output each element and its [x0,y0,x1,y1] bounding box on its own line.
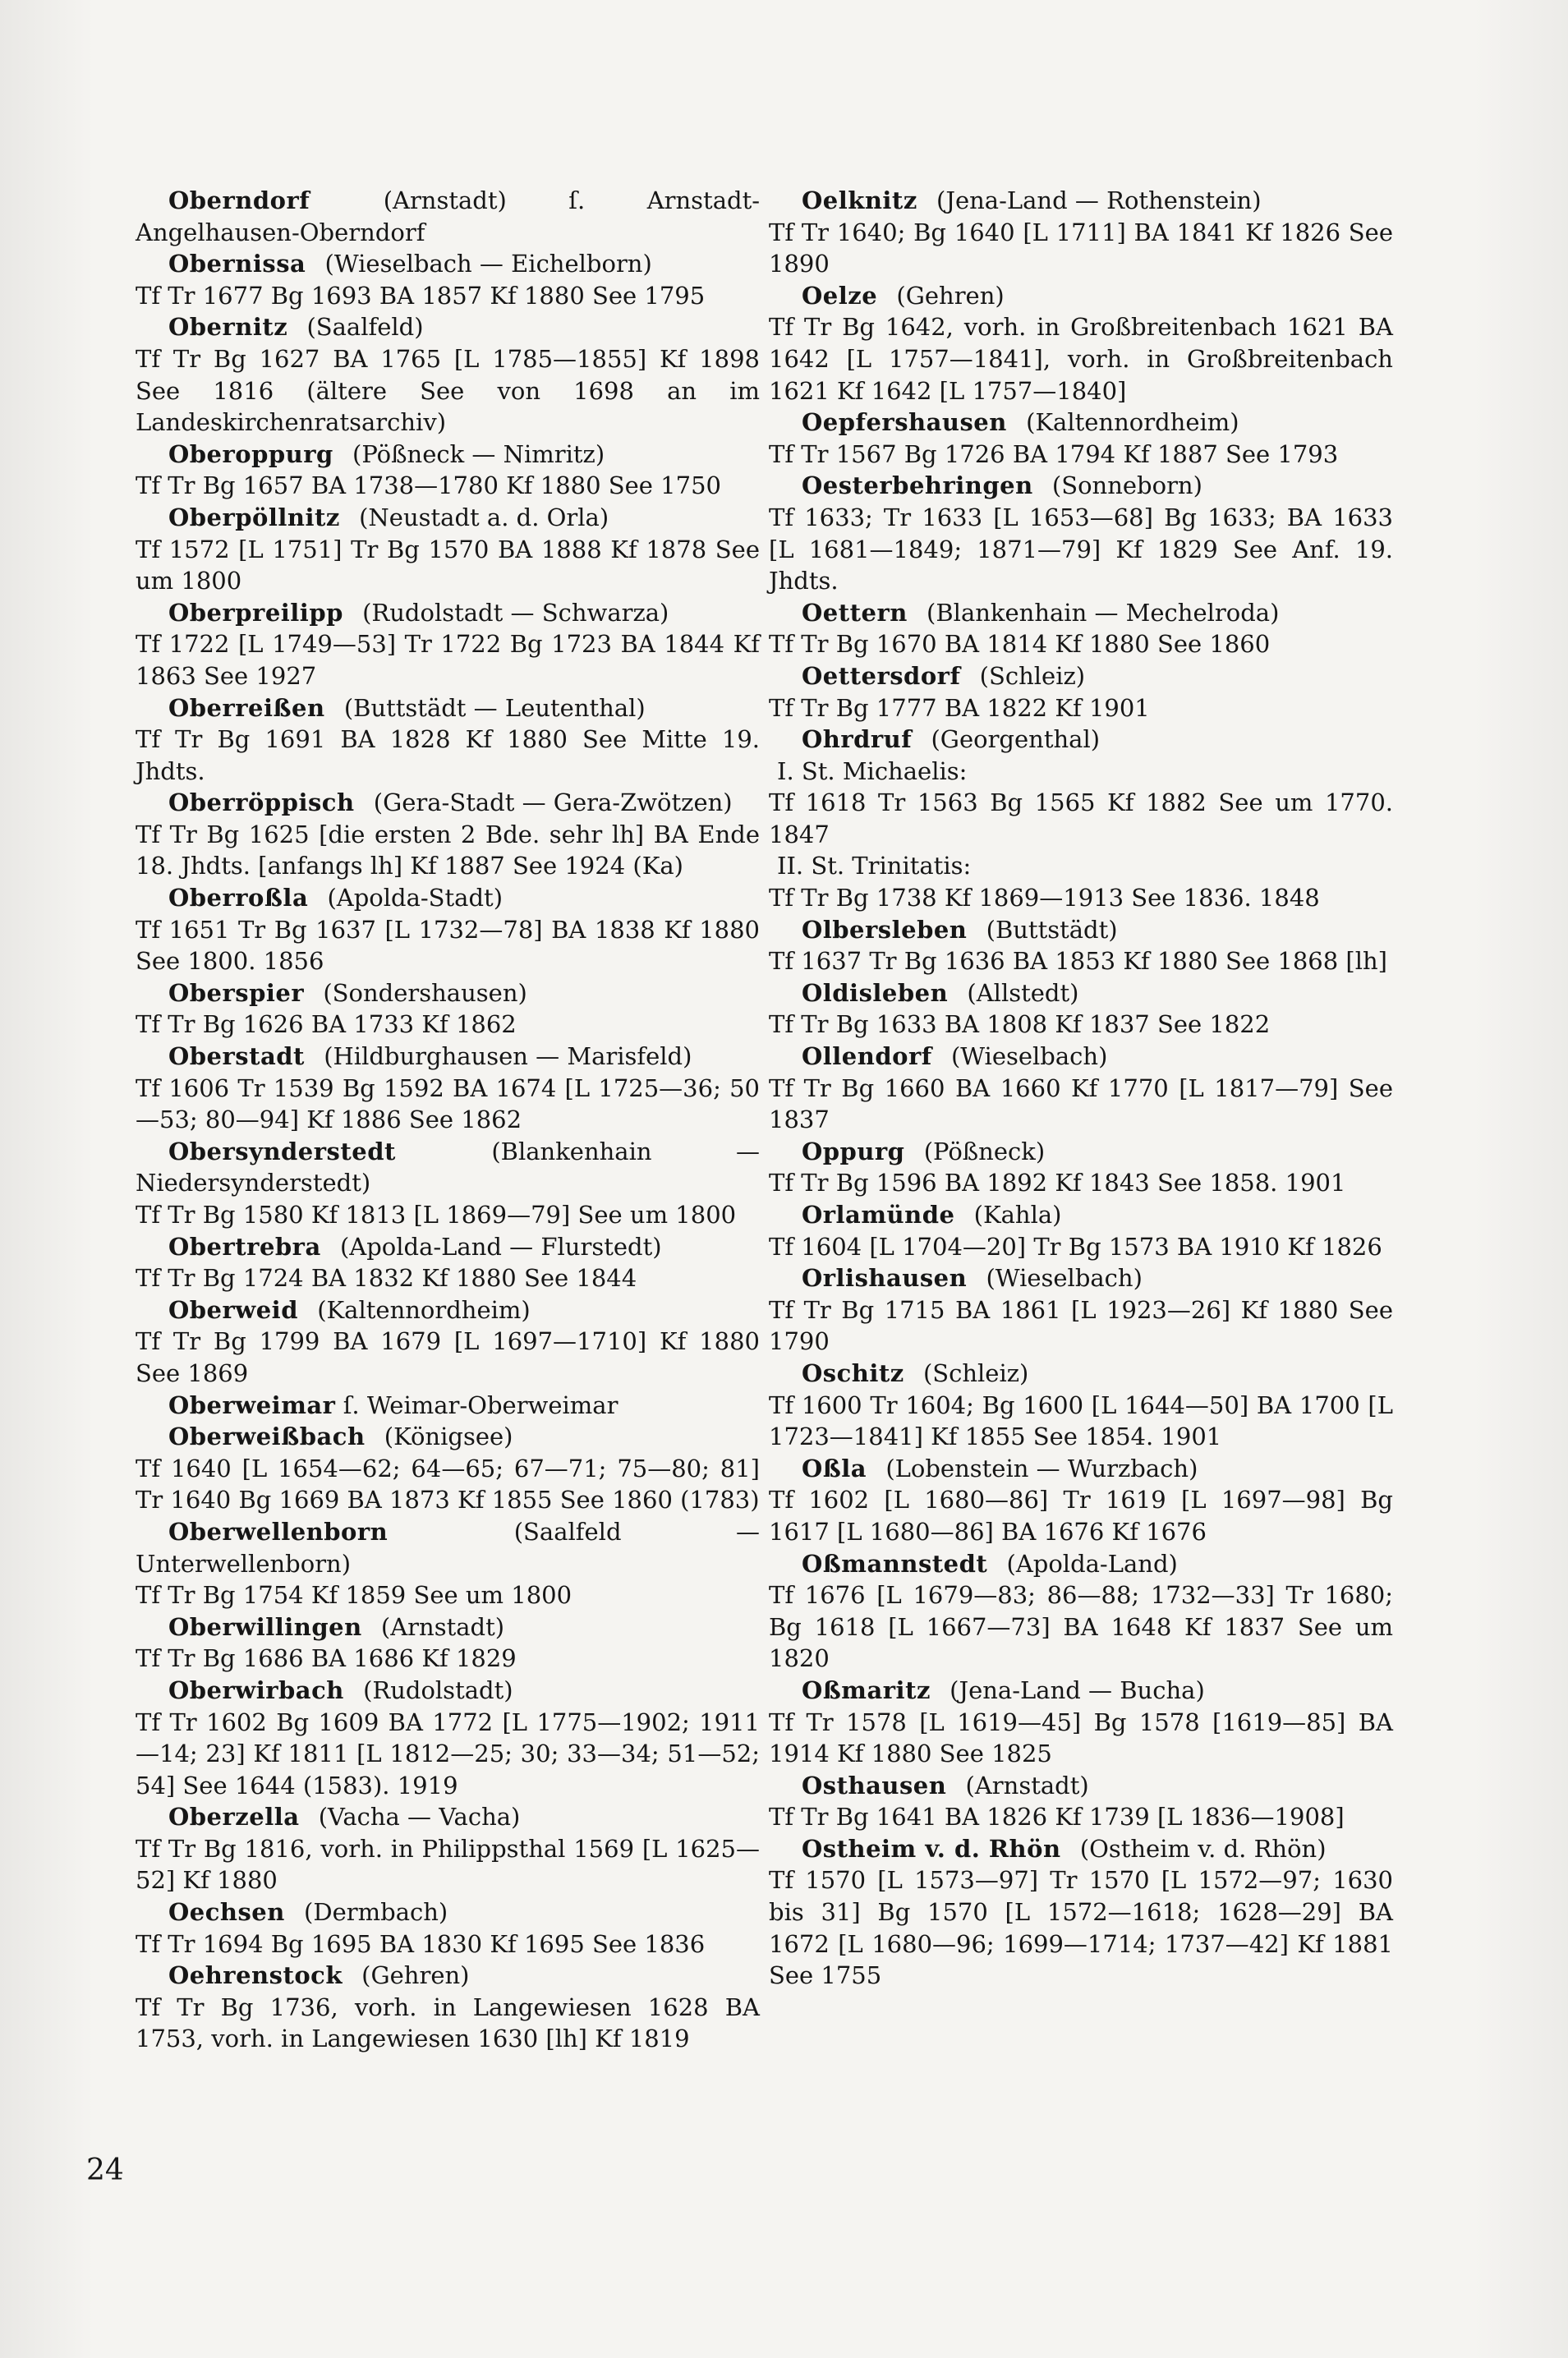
entry-headline [136,1231,760,1263]
entry [769,660,1393,724]
entry-headline [769,1262,1393,1294]
place-name: Oßmannstedt [802,1549,988,1578]
record-holdings: Tf Tr Bg 1596 BA 1892 Kf 1843 See 1858. 1901 [769,1169,1346,1197]
parish-district: (Jena-Land — Bucha) [950,1675,1205,1704]
place-name: Orlamünde [802,1201,955,1229]
record-holdings: Tf 1600 Tr 1604; Bg 1600 [L 1644—50] BA 1700 [L 1723—1841] Kf 1855 See 1854. 1901 [769,1390,1393,1451]
entry [769,470,1393,596]
entry [136,1136,760,1231]
record-holdings: Tf Tr 1578 [L 1619—45] Bg 1578 [1619—85] BA 1914 Kf 1880 See 1825 [769,1708,1393,1768]
parish-district: (Lobenstein — Wurzbach) [885,1454,1198,1482]
record-holdings: Tf Tr Bg 1738 Kf 1869—1913 See 1836. 1848 [769,884,1320,912]
place-name: Oberreißen [168,693,325,722]
entry-headline [769,1453,1393,1485]
entry [136,1675,760,1801]
place-name: Oberroßla [168,884,309,912]
entry [769,1833,1393,1992]
entry-headline [769,1675,1393,1707]
cross-reference: ſ. Arnstadt-Angelhausen-Oberndorf [136,186,761,246]
parish-district: (Apolda-Stadt) [327,884,504,912]
entry-headline [769,977,1393,1009]
entry-headline [136,1041,760,1073]
entry [136,1041,760,1136]
entry [769,280,1393,407]
parish-district: (Neustadt a. d. Orla) [359,503,609,531]
entry [136,1896,760,1960]
parish-district: (Wieselbach) [986,1264,1143,1293]
entry [136,1421,760,1516]
entry [136,787,760,882]
entry-headline [136,1611,760,1643]
entry [136,597,760,692]
parish-district: (Sondershausen) [323,978,527,1007]
entry [136,1294,760,1390]
place-name: Oppurg [802,1137,905,1165]
entry [136,1516,760,1611]
entry [769,1199,1393,1262]
entry [136,1960,760,2055]
place-name: Oettersdorf [802,661,961,690]
place-name: Osthausen [802,1771,947,1800]
entry-headline [769,470,1393,502]
entry [769,407,1393,470]
record-holdings: Tf Tr 1694 Bg 1695 BA 1830 Kf 1695 See 1836 [136,1929,706,1958]
entry [136,1231,760,1294]
entry-headline [769,1041,1393,1073]
entry-headline [769,914,1393,946]
place-name: Oberröppisch [168,788,355,817]
place-name: Oberpreilipp [168,598,343,627]
entry-headline [136,1516,760,1579]
place-name: Ohrdruf [802,725,913,754]
entry [769,1453,1393,1548]
place-name: Oßla [802,1454,867,1482]
parish-district: (Apolda-Land — Flurstedt) [339,1232,662,1261]
record-holdings: Tf Tr Bg 1799 BA 1679 [L 1697—1710] Kf 1880 See 1869 [136,1327,760,1387]
place-name: Oberspier [168,978,305,1007]
parish-district: (Schleiz) [922,1358,1029,1387]
parish-district: (Rudolstadt) [363,1675,513,1704]
record-holdings: Tf Tr Bg 1816, vorh. in Philippsthal 1569 [L 1625—52] Kf 1880 [136,1834,760,1895]
entry-headline [136,1896,760,1928]
parish-district: (Schleiz) [979,661,1086,690]
entry-headline [769,660,1393,692]
record-holdings: Tf Tr Bg 1625 [die ersten 2 Bde. sehr lh] BA Ende 18. Jhdts. [anfangs lh] Kf 1887 See 1924 (Ka) [136,820,760,880]
record-holdings: Tf Tr Bg 1670 BA 1814 Kf 1880 See 1860 [769,630,1271,659]
place-name: Oberpöllnitz [168,503,340,531]
place-name: Oberwirbach [168,1675,344,1704]
entry-headline [136,1136,760,1199]
entry [769,1041,1393,1136]
place-name: Oelknitz [802,186,917,214]
parish-district: (Gehren) [361,1961,470,1990]
record-holdings: Tf 1572 [L 1751] Tr Bg 1570 BA 1888 Kf 1878 See um 1800 [136,535,760,595]
left-column [136,185,760,2055]
entry [136,439,760,502]
parish-district: (Gehren) [896,281,1005,310]
entry-headline [136,787,760,819]
record-holdings: Tf 1676 [L 1679—83; 86—88; 1732—33] Tr 1680; Bg 1618 [L 1667—73] BA 1648 Kf 1837 See um 1820 [769,1581,1393,1673]
right-column [769,185,1393,1992]
record-holdings: Tf Tr 1567 Bg 1726 BA 1794 Kf 1887 See 1793 [769,439,1339,468]
place-name: Obertrebra [168,1232,321,1261]
parish-district: (Sonneborn) [1051,471,1202,500]
entry-headline [769,1136,1393,1168]
entry [769,1675,1393,1770]
entry-headline [769,1199,1393,1231]
entry [769,1262,1393,1358]
record-holdings: Tf Tr Bg 1580 Kf 1813 [L 1869—79] See um 1800 [136,1201,737,1229]
parish-district: (Vacha — Vacha) [318,1803,521,1832]
entry [769,1136,1393,1199]
record-holdings: Tf Tr Bg 1754 Kf 1859 See um 1800 [136,1581,572,1610]
place-name: Oschitz [802,1358,904,1387]
place-name: Oberoppurg [168,439,333,468]
entry [136,1611,760,1675]
record-holdings: Tf Tr Bg 1642, vorh. in Großbreitenbach 1621 BA 1642 [L 1757—1841], vorh. in Großbreitenbach 1621 Kf 1642 [L 1757—1840] [769,313,1393,405]
entry [769,724,1393,914]
entry [136,185,760,248]
record-holdings: Tf Tr Bg 1627 BA 1765 [L 1785—1855] Kf 1898 See 1816 (ältere See von 1698 an im Landeskirchenratsarchiv) [136,344,760,437]
record-holdings: Tf 1637 Tr Bg 1636 BA 1853 Kf 1880 See 1868 [lh] [769,947,1387,976]
entry-headline [136,882,760,914]
place-name: Obernissa [168,250,306,278]
record-holdings: Tf Tr Bg 1715 BA 1861 [L 1923—26] Kf 1880 See 1790 [769,1295,1393,1356]
entry [769,1548,1393,1675]
entry [136,311,760,438]
entry-headline [769,280,1393,312]
entry [136,502,760,597]
entry-headline [136,692,760,724]
place-name: Oberweid [168,1295,298,1324]
entry [769,1358,1393,1453]
entry [136,1390,760,1422]
record-holdings: Tf Tr 1640; Bg 1640 [L 1711] BA 1841 Kf 1826 See 1890 [769,218,1393,278]
parish-district: (Saalfeld) [306,313,424,342]
place-name: Oberndorf [168,186,310,214]
entry [136,248,760,311]
entry-headline [136,1960,760,1992]
entry-headline [136,185,760,248]
place-name: Oldisleben [802,978,949,1007]
place-name: Oberweißbach [168,1423,366,1451]
record-holdings: Tf 1633; Tr 1633 [L 1653—68] Bg 1633; BA 1633 [L 1681—1849; 1871—79] Kf 1829 See Anf. 19. Jhdts. [769,503,1393,595]
parish-district: (Kaltennordheim) [1026,408,1239,437]
entry [136,1801,760,1896]
record-holdings: Tf Tr Bg 1660 BA 1660 Kf 1770 [L 1817—79] See 1837 [769,1073,1393,1134]
place-name: Olbersleben [802,915,968,944]
parish-district: (Hildburghausen — Marisfeld) [324,1042,692,1071]
record-holdings: Tf Tr Bg 1641 BA 1826 Kf 1739 [L 1836—1908] [769,1803,1345,1832]
entry [136,692,760,788]
entry [769,914,1393,977]
parish-district: (Gera-Stadt — Gera-Zwötzen) [373,788,733,817]
place-name: Oßmaritz [802,1675,931,1704]
cross-reference: ſ. Weimar-Oberweimar [343,1390,618,1419]
place-name: Obernitz [168,313,288,342]
place-name: Oettern [802,598,908,627]
place-name: Oelze [802,281,878,310]
parish-district: (Blankenhain — Niedersynderstedt) [136,1137,760,1197]
sub-church-label: I. St. Michaelis: [777,756,968,785]
place-name: Oberweimar [168,1390,336,1419]
place-name: Oberwillingen [168,1612,362,1641]
place-name: Ollendorf [802,1042,932,1071]
parish-district: (Blankenhain — Mechelroda) [927,598,1280,627]
entry [136,882,760,977]
entry-headline [136,248,760,280]
entry [769,185,1393,280]
entry-headline [769,724,1393,756]
place-name: Oberwellenborn [168,1517,389,1546]
entry-headline [769,1833,1393,1865]
place-name: Oehrenstock [168,1961,343,1990]
entry [769,597,1393,660]
parish-district: (Rudolstadt — Schwarza) [362,598,669,627]
parish-district: (Kaltennordheim) [317,1295,531,1324]
parish-district: (Georgenthal) [931,725,1101,754]
entry-headline [769,1358,1393,1390]
record-holdings: Tf 1640 [L 1654—62; 64—65; 67—71; 75—80; 81] Tr 1640 Bg 1669 BA 1873 Kf 1855 See 1860 (1783) [136,1454,760,1515]
place-name: Ostheim v. d. Rhön [802,1834,1061,1863]
parish-district: (Wieselbach — Eichelborn) [324,250,652,278]
place-name: Obersynderstedt [168,1137,396,1165]
record-holdings: Tf 1722 [L 1749—53] Tr 1722 Bg 1723 BA 1844 Kf 1863 See 1927 [136,630,760,690]
record-holdings: Tf Tr Bg 1691 BA 1828 Kf 1880 See Mitte 19. Jhdts. [136,725,760,785]
record-holdings: Tf Tr Bg 1686 BA 1686 Kf 1829 [136,1644,517,1673]
record-holdings: Tf Tr 1602 Bg 1609 BA 1772 [L 1775—1902; 1911—14; 23] Kf 1811 [L 1812—25; 30; 33—34; 51—52; 54] See 1644 (1583). 1919 [136,1708,760,1800]
entry [769,1770,1393,1833]
entry-headline [769,1770,1393,1802]
parish-district: (Ostheim v. d. Rhön) [1079,1834,1327,1863]
entry-headline [769,407,1393,439]
entry-headline [136,597,760,629]
entry [136,977,760,1041]
entry-headline [136,311,760,343]
entry-headline [769,597,1393,629]
record-holdings: Tf 1651 Tr Bg 1637 [L 1732—78] BA 1838 Kf 1880 See 1800. 1856 [136,915,760,976]
parish-district: (Dermbach) [304,1898,448,1927]
record-holdings: Tf 1618 Tr 1563 Bg 1565 Kf 1882 See um 1770. 1847 [769,788,1393,848]
entry-headline [136,1675,760,1707]
parish-district: (Arnstadt) [380,1612,505,1641]
parish-district: (Buttstädt) [986,915,1118,944]
entry-headline [136,1390,760,1422]
sub-church-label: II. St. Trinitatis: [777,852,972,880]
entry-headline [136,502,760,534]
record-holdings: Tf 1602 [L 1680—86] Tr 1619 [L 1697—98] Bg 1617 [L 1680—86] BA 1676 Kf 1676 [769,1486,1393,1546]
place-name: Orlishausen [802,1264,968,1293]
entry-headline [136,1421,760,1453]
record-holdings: Tf Tr Bg 1777 BA 1822 Kf 1901 [769,693,1150,722]
parish-district: (Allstedt) [967,978,1079,1007]
entry-headline [136,439,760,471]
parish-district: (Kahla) [973,1201,1062,1229]
parish-district: (Jena-Land — Rothenstein) [936,186,1262,214]
parish-district: (Arnstadt) [383,186,507,214]
entry-headline [136,977,760,1009]
parish-district: (Pößneck — Nimritz) [352,439,605,468]
record-holdings: Tf Tr 1677 Bg 1693 BA 1857 Kf 1880 See 1795 [136,281,706,310]
place-name: Oberstadt [168,1042,305,1071]
parish-district: (Königsee) [384,1423,513,1451]
entry [769,977,1393,1041]
record-holdings: Tf Tr Bg 1736, vorh. in Langewiesen 1628 BA 1753, vorh. in Langewiesen 1630 [lh] Kf 1819 [136,1993,760,2053]
entry-headline [136,1294,760,1326]
place-name: Oechsen [168,1898,285,1927]
place-name: Oberzella [168,1803,300,1832]
entry-headline [769,1548,1393,1580]
page-number: 24 [86,2153,124,2187]
parish-district: (Buttstädt — Leutenthal) [343,693,646,722]
record-holdings: Tf Tr Bg 1724 BA 1832 Kf 1880 See 1844 [136,1264,637,1293]
parish-district: (Apolda-Land) [1006,1549,1178,1578]
record-holdings: Tf Tr Bg 1633 BA 1808 Kf 1837 See 1822 [769,1010,1271,1039]
record-holdings: Tf Tr Bg 1626 BA 1733 Kf 1862 [136,1010,517,1039]
record-holdings: Tf 1570 [L 1573—97] Tr 1570 [L 1572—97; 1630 bis 31] Bg 1570 [L 1572—1618; 1628—29] BA 1672 [L 1680—96; 1699—1714; 1737—42] Kf 1881 See 1755 [769,1866,1393,1990]
entry-headline [769,185,1393,217]
parish-district: (Pößneck) [923,1137,1046,1165]
place-name: Oesterbehringen [802,471,1033,500]
parish-district: (Saalfeld — Unterwellenborn) [136,1517,760,1578]
entry-headline [136,1801,760,1833]
record-holdings: Tf Tr Bg 1657 BA 1738—1780 Kf 1880 See 1750 [136,471,721,500]
place-name: Oepfershausen [802,408,1007,437]
parish-district: (Wieselbach) [950,1042,1108,1071]
record-holdings: Tf 1604 [L 1704—20] Tr Bg 1573 BA 1910 Kf 1826 [769,1232,1382,1261]
parish-district: (Arnstadt) [965,1771,1089,1800]
record-holdings: Tf 1606 Tr 1539 Bg 1592 BA 1674 [L 1725—36; 50—53; 80—94] Kf 1886 See 1862 [136,1073,760,1134]
